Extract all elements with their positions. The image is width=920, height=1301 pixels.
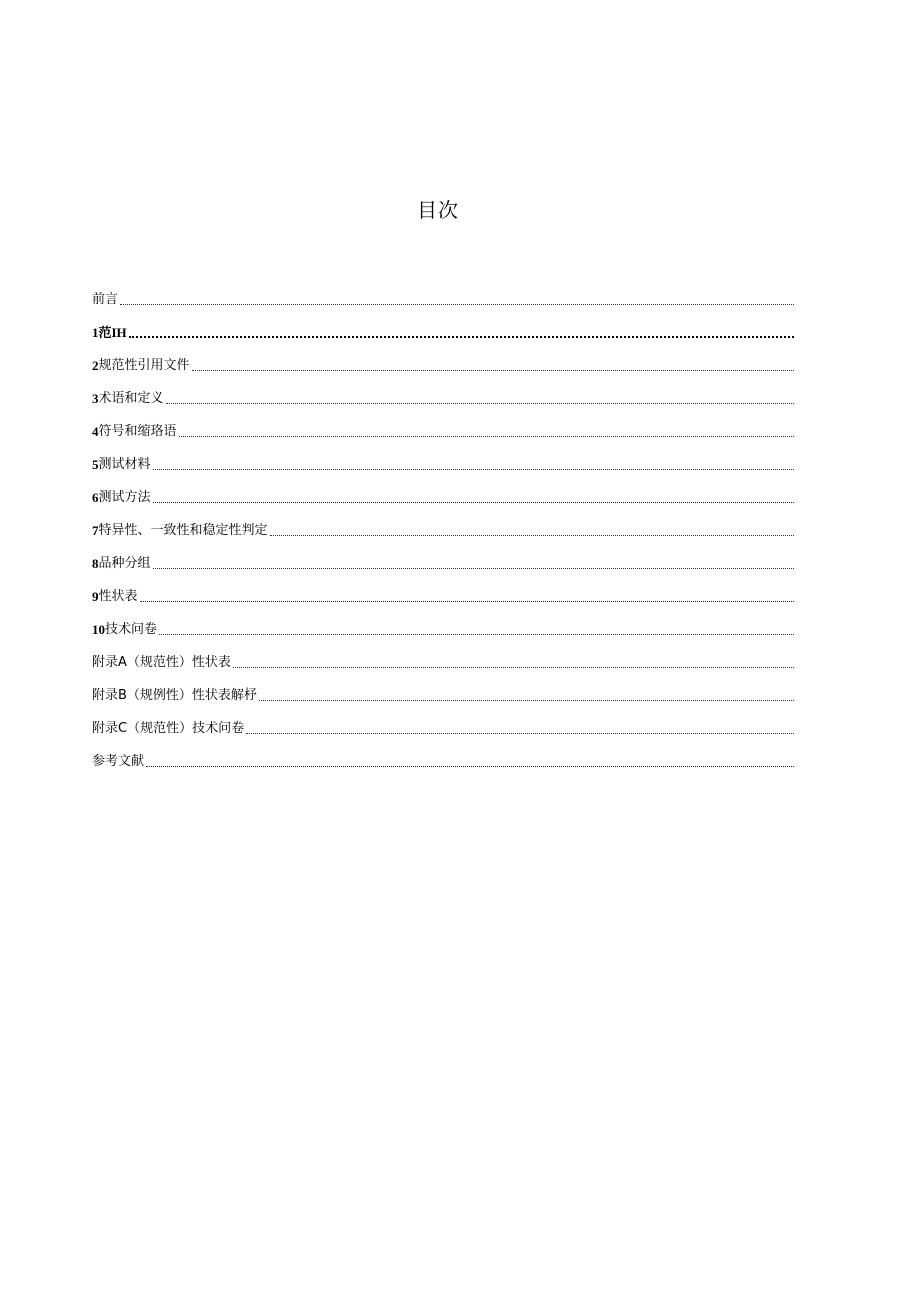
- toc-number: 2: [92, 358, 99, 373]
- toc-entry-1[interactable]: [92, 309, 794, 342]
- toc-entry-6[interactable]: [92, 474, 794, 507]
- toc-number: 10: [92, 622, 105, 637]
- toc-entry-9[interactable]: [92, 573, 794, 606]
- dot-leader: [246, 732, 794, 734]
- dot-leader: [259, 699, 794, 701]
- toc-label: 测试方法: [98, 490, 151, 505]
- dot-leader: [153, 501, 794, 503]
- toc-label: 符号和缩珞语: [98, 424, 177, 439]
- toc-entry-2[interactable]: [92, 342, 794, 375]
- toc-number: 9: [92, 589, 99, 604]
- toc-number: 6: [92, 490, 99, 505]
- toc-entry-3[interactable]: [92, 375, 794, 408]
- toc-entry-10[interactable]: [92, 606, 794, 639]
- toc-label: 技术问卷: [105, 622, 158, 637]
- dot-leader: [179, 435, 794, 437]
- toc-entry-5[interactable]: [92, 441, 794, 474]
- page-title: 目次: [417, 198, 459, 222]
- dot-leader: [153, 567, 794, 569]
- dot-leader: [129, 335, 794, 338]
- dot-leader: [120, 303, 794, 305]
- toc-entry-appendix-c[interactable]: [92, 705, 794, 738]
- toc-label: 附录C（规范性）技术问卷: [92, 721, 245, 736]
- dot-leader: [233, 666, 794, 668]
- toc-entry-4[interactable]: [92, 408, 794, 441]
- dot-leader: [153, 468, 794, 470]
- toc-label: 前言: [92, 292, 119, 307]
- toc-label: 测试材料: [98, 457, 151, 472]
- toc-entry-8[interactable]: [92, 540, 794, 573]
- toc-number: 3: [92, 391, 99, 406]
- toc-label: 术语和定义: [98, 391, 164, 406]
- toc-number: 1: [92, 325, 99, 340]
- toc-number: 4: [92, 424, 99, 439]
- dot-leader: [270, 534, 794, 536]
- dot-leader: [140, 600, 794, 602]
- toc-entry-foreword[interactable]: [92, 276, 794, 309]
- toc-label: 品种分组: [98, 556, 151, 571]
- toc-entry-appendix-a[interactable]: [92, 639, 794, 672]
- toc-entry-7[interactable]: [92, 507, 794, 540]
- dot-leader: [192, 369, 794, 371]
- toc-number: 5: [92, 457, 99, 472]
- toc-label: 特异性、一致性和稳定性判定: [98, 523, 268, 538]
- table-of-contents: [92, 276, 794, 771]
- toc-entry-appendix-b[interactable]: [92, 672, 794, 705]
- toc-label: 附录B（规例性）性状表解杼: [92, 688, 257, 703]
- toc-number: 7: [92, 523, 99, 538]
- dot-leader: [166, 402, 794, 404]
- dot-leader: [159, 633, 794, 635]
- toc-number: 8: [92, 556, 99, 571]
- dot-leader: [146, 765, 794, 767]
- toc-label: 范IH: [98, 325, 127, 340]
- toc-label: 附录A（规范性）性状表: [92, 655, 231, 670]
- toc-entry-references[interactable]: [92, 738, 794, 771]
- toc-label: 参考文献: [92, 754, 145, 769]
- toc-label: 性状表: [98, 589, 138, 604]
- toc-label: 规范性引用文件: [98, 358, 190, 373]
